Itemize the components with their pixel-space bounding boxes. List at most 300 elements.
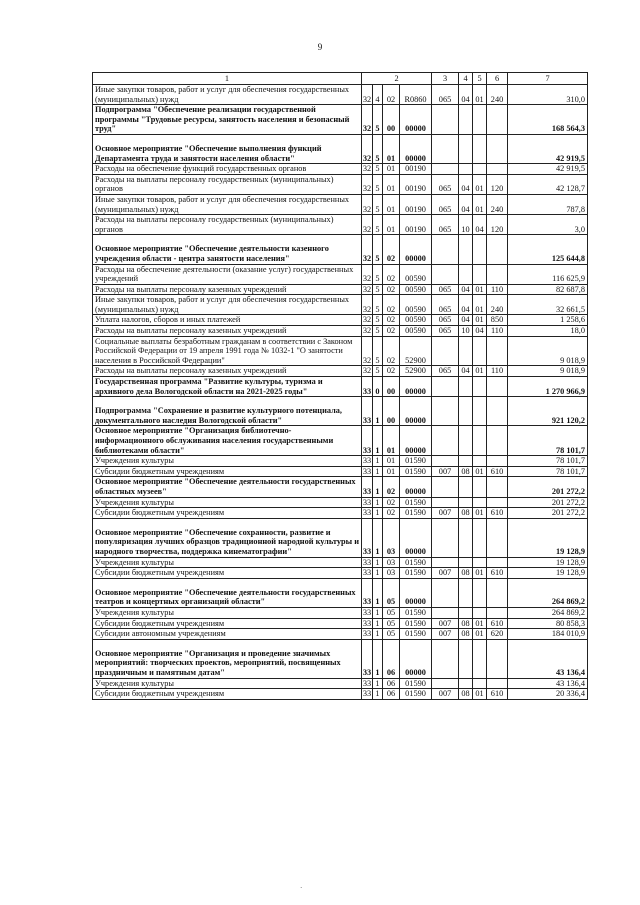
row-code-a: 33: [362, 557, 372, 567]
row-code-a: 32: [362, 215, 373, 235]
table-row: [93, 85, 588, 105]
row-section: [459, 134, 473, 163]
row-name: Социальные выплаты безработным гражданам в соответствии с Законом Российской Федерации от 19 апреля 1991 года № 1032-1 "О занятости населения в Российской Федерации": [93, 336, 362, 366]
header-col-5: 5: [473, 73, 487, 85]
row-code-c: 00: [383, 397, 400, 426]
row-code-c: 06: [383, 639, 400, 678]
table-row: [93, 557, 588, 568]
row-ministry: 007: [432, 466, 459, 477]
row-code-b: 5: [373, 284, 383, 295]
row-expense-type: [487, 477, 508, 497]
row-subsection: [473, 678, 487, 689]
row-ministry: 065: [432, 194, 459, 214]
row-code-b: 1: [373, 497, 383, 508]
row-code-c: 00: [383, 377, 400, 397]
row-code-b: 1: [373, 397, 383, 426]
row-subsection: [473, 518, 487, 557]
row-code-c: 02: [383, 264, 400, 284]
header-col-3: 3: [432, 73, 459, 85]
row-code-a: 32: [362, 105, 373, 135]
row-code-b: 5: [373, 194, 383, 214]
row-amount: 78 101,7: [508, 426, 588, 456]
row-section: [459, 105, 473, 135]
row-expense-type: 620: [487, 629, 508, 640]
row-expense-type: 240: [487, 85, 508, 105]
row-section: [459, 477, 473, 497]
row-code-d: 00000: [400, 578, 432, 607]
row-code-a: 33: [362, 456, 372, 466]
row-expense-type: [487, 397, 508, 426]
row-code-a: 33: [362, 607, 372, 617]
row-code-a: 33: [362, 568, 372, 578]
table-row: [93, 336, 588, 366]
row-code-a: 32: [362, 134, 373, 163]
row-amount: 82 687,8: [508, 284, 588, 295]
row-ministry: 007: [432, 618, 459, 629]
row-ministry: [432, 164, 459, 175]
row-expense-type: 110: [487, 326, 508, 337]
row-code-d: R0860: [400, 85, 432, 105]
row-subsection: 01: [473, 629, 487, 640]
row-subsection: [473, 105, 487, 135]
row-section: [459, 578, 473, 607]
table-row: [93, 678, 588, 689]
row-ministry: 065: [432, 85, 459, 105]
row-code-a: 33: [362, 477, 373, 497]
row-name: Расходы на выплаты персоналу казенных учреждений: [93, 326, 362, 337]
row-amount: 19 128,9: [508, 557, 588, 568]
row-name: Расходы на обеспечение функций государственных органов: [93, 164, 362, 175]
row-code-a: 32: [362, 85, 373, 105]
row-name: Учреждения культуры: [93, 456, 362, 467]
row-expense-type: 610: [487, 568, 508, 579]
row-code-b: 1: [373, 456, 383, 467]
row-name: Расходы на выплаты персоналу казенных учреждений: [93, 366, 362, 377]
row-code-b: 1: [373, 607, 383, 618]
row-amount: 201 272,2: [508, 508, 588, 519]
row-code-c: 06: [383, 689, 400, 700]
row-code-d: 01590: [400, 508, 432, 519]
row-expense-type: 110: [487, 366, 508, 377]
header-col-7: 7: [508, 73, 588, 85]
row-expense-type: [487, 607, 508, 618]
row-code-b: 1: [373, 618, 383, 629]
row-ministry: [432, 607, 459, 618]
row-code-c: 01: [383, 194, 400, 214]
row-code-b: 1: [373, 629, 383, 640]
row-code-d: 01590: [400, 678, 432, 689]
row-section: 04: [459, 295, 473, 315]
row-section: 08: [459, 568, 473, 579]
row-ministry: [432, 134, 459, 163]
row-amount: 19 128,9: [508, 568, 588, 579]
row-code-d: 01590: [400, 607, 432, 618]
row-code-b: 1: [373, 568, 383, 579]
row-amount: 264 869,2: [508, 578, 588, 607]
row-code-a: 33: [362, 639, 373, 678]
row-code-d: 00000: [400, 377, 432, 397]
row-amount: 18,0: [508, 326, 588, 337]
row-section: [459, 336, 473, 366]
row-expense-type: 120: [487, 174, 508, 194]
row-ministry: 065: [432, 295, 459, 315]
row-amount: 921 120,2: [508, 397, 588, 426]
row-subsection: 01: [473, 174, 487, 194]
row-subsection: [473, 336, 487, 366]
row-code-a: 33: [362, 618, 372, 628]
table-row: [93, 315, 588, 326]
row-amount: 19 128,9: [508, 518, 588, 557]
row-expense-type: 610: [487, 508, 508, 519]
row-name: Иные закупки товаров, работ и услуг для обеспечения государственных (муниципальных) нужд: [93, 295, 362, 315]
row-subsection: 04: [473, 215, 487, 235]
row-amount: 42 128,7: [508, 174, 588, 194]
row-code-a: 33: [362, 629, 372, 639]
row-name: Основное мероприятие "Обеспечение деятельности государственных областных музеев": [93, 477, 362, 497]
row-subsection: [473, 578, 487, 607]
table-row: [93, 629, 588, 640]
row-subsection: 01: [473, 85, 487, 105]
table-row: [93, 618, 588, 629]
row-subsection: 01: [473, 366, 487, 377]
row-code-b: 5: [373, 295, 383, 315]
row-section: 10: [459, 326, 473, 337]
row-ministry: 007: [432, 568, 459, 579]
row-expense-type: 610: [487, 689, 508, 700]
row-amount: 125 644,8: [508, 235, 588, 264]
row-name: Государственная программа "Развитие культуры, туризма и архивного дела Вологодской области на 2021-2025 годы": [93, 377, 362, 397]
row-code-d: 00000: [400, 477, 432, 497]
row-code-d: 00190: [400, 194, 432, 214]
scan-mark: ·: [300, 884, 303, 892]
row-expense-type: [487, 336, 508, 366]
budget-table: [92, 72, 588, 700]
row-name: Расходы на выплаты персоналу государственных (муниципальных) органов: [93, 215, 362, 235]
row-code-d: 01590: [400, 466, 432, 477]
table-row: [93, 366, 588, 377]
row-code-c: 00: [383, 105, 400, 135]
row-expense-type: [487, 578, 508, 607]
row-section: [459, 497, 473, 508]
row-expense-type: [487, 518, 508, 557]
row-subsection: [473, 477, 487, 497]
row-name: Расходы на выплаты персоналу государственных (муниципальных) органов: [93, 174, 362, 194]
row-expense-type: [487, 557, 508, 568]
row-ministry: [432, 518, 459, 557]
row-code-b: 1: [373, 477, 383, 497]
row-ministry: 065: [432, 215, 459, 235]
row-code-d: 00590: [400, 326, 432, 337]
row-expense-type: [487, 264, 508, 284]
row-code-c: 01: [383, 215, 400, 235]
row-expense-type: 110: [487, 284, 508, 295]
row-ministry: [432, 578, 459, 607]
row-name: Подпрограмма "Сохранение и развитие культурного потенциала, документального наследия Вологодской области": [93, 397, 362, 426]
row-name: Учреждения культуры: [93, 557, 362, 568]
table-row: [93, 164, 588, 175]
header-col-1: 1: [93, 73, 362, 85]
row-name: Основное мероприятие "Обеспечение выполнения функций Департамента труда и занятости населения области": [93, 134, 362, 163]
table-row: [93, 105, 588, 135]
row-ministry: [432, 397, 459, 426]
row-amount: 168 564,3: [508, 105, 588, 135]
row-code-c: 02: [383, 497, 400, 508]
row-subsection: [473, 497, 487, 508]
table-row: [93, 497, 588, 508]
row-code-b: 1: [373, 578, 383, 607]
row-ministry: 065: [432, 284, 459, 295]
row-name: Иные закупки товаров, работ и услуг для обеспечения государственных (муниципальных) нужд: [93, 85, 362, 105]
row-amount: 1 258,6: [508, 315, 588, 326]
row-code-b: 1: [373, 689, 383, 700]
row-ministry: [432, 105, 459, 135]
row-subsection: [473, 557, 487, 568]
row-code-d: 00590: [400, 284, 432, 295]
row-section: 08: [459, 689, 473, 700]
row-code-c: 02: [383, 85, 400, 105]
row-code-d: 00190: [400, 215, 432, 235]
row-section: [459, 518, 473, 557]
row-subsection: [473, 134, 487, 163]
row-expense-type: 120: [487, 215, 508, 235]
row-expense-type: 240: [487, 194, 508, 214]
row-code-b: 5: [373, 264, 383, 284]
row-amount: 184 010,9: [508, 629, 588, 640]
row-code-d: 01590: [400, 497, 432, 508]
row-amount: 78 101,7: [508, 466, 588, 477]
row-code-c: 05: [383, 578, 400, 607]
row-code-b: 5: [373, 105, 383, 135]
row-section: [459, 557, 473, 568]
row-subsection: 01: [473, 568, 487, 579]
row-name: Расходы на обеспечение деятельности (оказание услуг) государственных учреждений: [93, 264, 362, 284]
row-code-b: 1: [373, 518, 383, 557]
row-code-c: 02: [383, 508, 400, 519]
row-code-c: 01: [383, 134, 400, 163]
row-expense-type: 850: [487, 315, 508, 326]
row-subsection: 01: [473, 466, 487, 477]
row-subsection: [473, 607, 487, 618]
row-amount: 9 018,9: [508, 366, 588, 377]
row-code-d: 01590: [400, 568, 432, 579]
row-code-d: 01590: [400, 629, 432, 640]
row-code-b: 1: [373, 639, 383, 678]
row-expense-type: [487, 426, 508, 456]
row-code-d: 01590: [400, 618, 432, 629]
row-code-c: 01: [383, 174, 400, 194]
row-code-c: 01: [383, 466, 400, 477]
row-code-c: 02: [383, 235, 400, 264]
row-section: [459, 235, 473, 264]
table-row: [93, 215, 588, 235]
row-code-c: 02: [383, 477, 400, 497]
row-ministry: [432, 235, 459, 264]
table-row: [93, 518, 588, 557]
row-name: Субсидии бюджетным учреждениям: [93, 618, 362, 629]
row-section: 04: [459, 315, 473, 326]
row-code-c: 05: [383, 607, 400, 618]
row-section: [459, 164, 473, 175]
row-code-b: 5: [373, 235, 383, 264]
row-section: [459, 264, 473, 284]
row-ministry: 007: [432, 508, 459, 519]
row-subsection: [473, 164, 487, 175]
row-name: Учреждения культуры: [93, 678, 362, 689]
row-subsection: [473, 377, 487, 397]
row-code-a: 33: [362, 397, 373, 426]
table-row: [93, 174, 588, 194]
row-expense-type: [487, 678, 508, 689]
row-subsection: [473, 264, 487, 284]
row-subsection: 01: [473, 284, 487, 295]
row-amount: 78 101,7: [508, 456, 588, 467]
header-col-6: 6: [487, 73, 508, 85]
row-ministry: [432, 426, 459, 456]
row-code-d: 00190: [400, 164, 432, 175]
row-name: Основное мероприятие "Обеспечение деятельности государственных театров и концертных организаций области": [93, 578, 362, 607]
row-ministry: [432, 336, 459, 366]
row-code-c: 06: [383, 678, 400, 689]
row-section: [459, 678, 473, 689]
row-section: 08: [459, 508, 473, 519]
row-code-a: 33: [362, 689, 372, 699]
row-code-b: 1: [373, 426, 383, 456]
table-row: [93, 568, 588, 579]
row-ministry: [432, 497, 459, 508]
row-expense-type: [487, 134, 508, 163]
row-amount: 42 919,5: [508, 134, 588, 163]
row-expense-type: [487, 377, 508, 397]
row-code-b: 1: [373, 466, 383, 477]
header-col-4: 4: [459, 73, 473, 85]
row-name: Основное мероприятие "Обеспечение сохранности, развитие и популяризация лучших образцов традиционной народной культуры и народного творчества, поддержка кинематографии": [93, 518, 362, 557]
row-code-d: 52900: [400, 336, 432, 366]
row-expense-type: 610: [487, 618, 508, 629]
table-row: [93, 194, 588, 214]
row-code-c: 02: [383, 284, 400, 295]
row-code-b: 5: [373, 174, 383, 194]
table-row: [93, 477, 588, 497]
row-code-d: 00000: [400, 426, 432, 456]
row-code-a: 32: [362, 264, 373, 284]
row-code-b: 5: [373, 315, 383, 326]
row-code-a: 32: [362, 366, 372, 376]
row-code-d: 00000: [400, 134, 432, 163]
row-ministry: [432, 477, 459, 497]
row-ministry: [432, 557, 459, 568]
table-row: [93, 235, 588, 264]
row-section: [459, 607, 473, 618]
row-expense-type: [487, 497, 508, 508]
row-code-b: 5: [373, 134, 383, 163]
row-code-d: 00590: [400, 295, 432, 315]
row-code-d: 52900: [400, 366, 432, 377]
row-code-a: 33: [362, 426, 373, 456]
row-subsection: [473, 639, 487, 678]
row-name: Уплата налогов, сборов и иных платежей: [93, 315, 362, 326]
row-section: 08: [459, 629, 473, 640]
row-code-d: 01590: [400, 557, 432, 568]
row-code-b: 1: [373, 557, 383, 568]
header-col-2: 2: [362, 73, 432, 85]
row-expense-type: [487, 235, 508, 264]
row-code-d: 00000: [400, 518, 432, 557]
row-subsection: [473, 456, 487, 467]
row-expense-type: [487, 164, 508, 175]
row-ministry: 065: [432, 315, 459, 326]
row-name: Учреждения культуры: [93, 607, 362, 618]
row-code-c: 02: [383, 326, 400, 337]
row-code-b: 1: [373, 678, 383, 689]
row-subsection: [473, 235, 487, 264]
table-row: [93, 689, 588, 700]
table-row: [93, 466, 588, 477]
row-subsection: 01: [473, 315, 487, 326]
row-code-b: 5: [373, 164, 383, 175]
row-code-c: 02: [383, 315, 400, 326]
row-ministry: 065: [432, 174, 459, 194]
row-subsection: 01: [473, 194, 487, 214]
row-amount: 20 336,4: [508, 689, 588, 700]
row-section: 08: [459, 618, 473, 629]
row-code-a: 32: [362, 336, 373, 366]
table-row: [93, 295, 588, 315]
row-section: 04: [459, 194, 473, 214]
row-code-c: 02: [383, 295, 400, 315]
row-subsection: 01: [473, 295, 487, 315]
row-ministry: 007: [432, 689, 459, 700]
row-amount: 3,0: [508, 215, 588, 235]
row-code-c: 05: [383, 629, 400, 640]
row-ministry: 007: [432, 629, 459, 640]
row-code-c: 03: [383, 518, 400, 557]
table-row: [93, 134, 588, 163]
row-amount: 43 136,4: [508, 639, 588, 678]
row-section: 08: [459, 466, 473, 477]
row-expense-type: [487, 456, 508, 467]
row-subsection: 01: [473, 618, 487, 629]
row-code-a: 32: [362, 284, 372, 294]
row-ministry: 065: [432, 326, 459, 337]
row-name: Субсидии бюджетным учреждениям: [93, 568, 362, 579]
row-code-a: 32: [362, 164, 372, 174]
table-row: [93, 508, 588, 519]
row-code-d: 00000: [400, 639, 432, 678]
row-section: 04: [459, 174, 473, 194]
row-code-a: 33: [362, 497, 372, 507]
row-amount: 80 858,3: [508, 618, 588, 629]
row-code-b: 5: [373, 336, 383, 366]
row-code-a: 33: [362, 508, 372, 518]
row-code-d: 00190: [400, 174, 432, 194]
row-code-a: 33: [362, 518, 373, 557]
row-subsection: [473, 397, 487, 426]
page-number: 9: [317, 42, 323, 52]
row-name: Субсидии бюджетным учреждениям: [93, 689, 362, 700]
row-code-c: 03: [383, 557, 400, 568]
row-code-b: 1: [373, 508, 383, 519]
row-name: Субсидии бюджетным учреждениям: [93, 508, 362, 519]
row-code-b: 5: [373, 215, 383, 235]
row-code-a: 32: [362, 194, 373, 214]
row-code-a: 32: [362, 174, 373, 194]
row-amount: 264 869,2: [508, 607, 588, 618]
row-subsection: 01: [473, 508, 487, 519]
row-name: Расходы на выплаты персоналу казенных учреждений: [93, 284, 362, 295]
row-code-d: 00000: [400, 235, 432, 264]
row-code-a: 32: [362, 326, 372, 336]
row-amount: 787,8: [508, 194, 588, 214]
